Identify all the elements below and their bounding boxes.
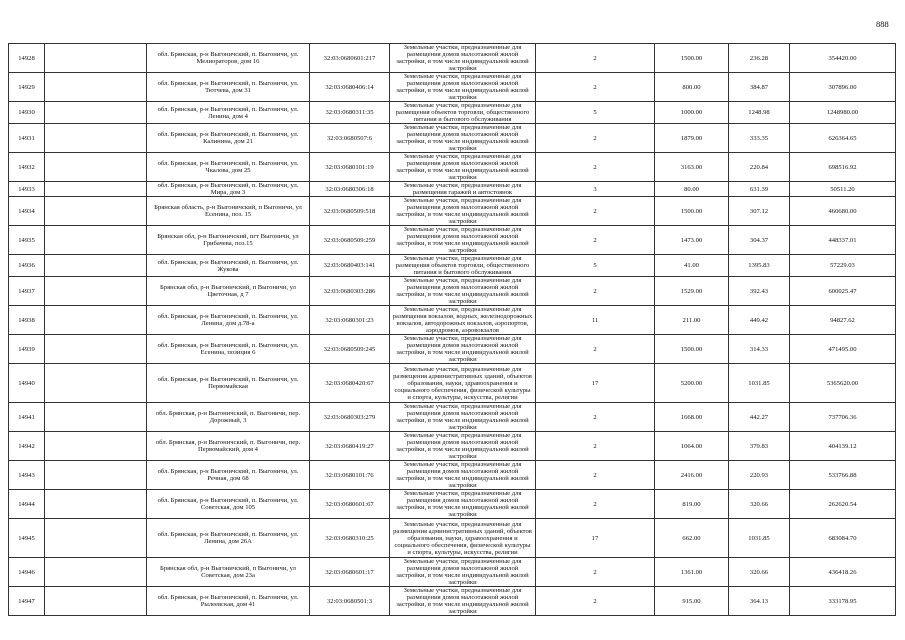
cadastral-value-table	[8, 43, 896, 616]
blank-cell	[45, 519, 147, 558]
blank-cell	[45, 255, 147, 277]
row-number: 14943	[9, 461, 45, 490]
row-number: 14938	[9, 306, 45, 335]
address-cell: обл. Брянская, р-н Выгоничский, п. Выгоничи, ул. Советская, дом 105	[147, 490, 310, 519]
specific-value-cell: 314.33	[729, 335, 790, 364]
row-number: 14942	[9, 432, 45, 461]
blank-cell	[45, 153, 147, 182]
cadastral-number-cell: 32:03:0680419:27	[310, 432, 390, 461]
group-cell: 2	[536, 277, 655, 306]
land-use-cell: Земельные участки, предназначенные для размещения объектов торговли, общественного питания и бытового обслуживания	[390, 255, 536, 277]
row-number: 14945	[9, 519, 45, 558]
area-cell: 800.00	[655, 73, 729, 102]
address-cell: обл. Брянская, р-н Выгоничский, п. Выгоничи, пер. Дорожный, 3	[147, 403, 310, 432]
row-number: 14936	[9, 255, 45, 277]
blank-cell	[45, 461, 147, 490]
blank-cell	[45, 124, 147, 153]
table-row	[9, 102, 896, 124]
row-number: 14933	[9, 182, 45, 197]
specific-value-cell: 449.42	[729, 306, 790, 335]
cadastral-number-cell: 32:03:0680601:217	[310, 44, 390, 73]
specific-value-cell: 442.27	[729, 403, 790, 432]
land-use-cell: Земельные участки, предназначенные для размещения домов малоэтажной жилой застройки, в том числе индивидуальной жилой застройки	[390, 124, 536, 153]
group-cell: 2	[536, 432, 655, 461]
address-cell: обл. Брянская, р-н Выгоничский, п. Выгоничи, пер. Первомайский, дом 4	[147, 432, 310, 461]
table-row	[9, 226, 896, 255]
land-use-cell: Земельные участки, предназначенные для размещения домов малоэтажной жилой застройки, в том числе индивидуальной жилой застройки	[390, 197, 536, 226]
specific-value-cell: 307.12	[729, 197, 790, 226]
area-cell: 41.00	[655, 255, 729, 277]
cadastral-cost-cell: 333178.95	[790, 587, 896, 616]
row-number: 14934	[9, 197, 45, 226]
cadastral-cost-cell: 307896.00	[790, 73, 896, 102]
land-use-cell: Земельные участки, предназначенные для размещения административных зданий, объектов образования, науки, здравоохранения и социального обеспечения, физической культуры и спорта, культуры, искусства, религии	[390, 519, 536, 558]
area-cell: 1500.00	[655, 335, 729, 364]
cadastral-number-cell: 32:03:0680420:67	[310, 364, 390, 403]
table-row	[9, 306, 896, 335]
land-use-cell: Земельные участки, предназначенные для размещения объектов торговли, общественного питания и бытового обслуживания	[390, 102, 536, 124]
specific-value-cell: 631.39	[729, 182, 790, 197]
table-row	[9, 277, 896, 306]
area-cell: 819.00	[655, 490, 729, 519]
specific-value-cell: 320.66	[729, 558, 790, 587]
address-cell: обл. Брянская, р-н Выгоничский, п. Выгоничи, ул. Чкалова, дом 25	[147, 153, 310, 182]
table-row	[9, 153, 896, 182]
row-number: 14939	[9, 335, 45, 364]
cadastral-cost-cell: 354420.00	[790, 44, 896, 73]
table-row	[9, 432, 896, 461]
area-cell: 1500.00	[655, 44, 729, 73]
specific-value-cell: 1395.83	[729, 255, 790, 277]
address-cell: обл. Брянская, р-н Выгоничский, п. Выгоничи, ул. Калинина, дом 21	[147, 124, 310, 153]
land-use-cell: Земельные участки, предназначенные для размещения домов малоэтажной жилой застройки, в том числе индивидуальной жилой застройки	[390, 153, 536, 182]
cadastral-cost-cell: 600025.47	[790, 277, 896, 306]
address-cell: обл. Брянская, р-н Выгоничский, п. Выгоничи, ул. Первомайская	[147, 364, 310, 403]
land-use-cell: Земельные участки, предназначенные для размещения домов малоэтажной жилой застройки, в том числе индивидуальной жилой застройки	[390, 73, 536, 102]
group-cell: 2	[536, 197, 655, 226]
land-use-cell: Земельные участки, предназначенные для размещения домов малоэтажной жилой застройки, в том числе индивидуальной жилой застройки	[390, 403, 536, 432]
cadastral-number-cell: 32:03:0680406:14	[310, 73, 390, 102]
cadastral-number-cell: 32:03:0680310:25	[310, 519, 390, 558]
area-cell: 1361.00	[655, 558, 729, 587]
specific-value-cell: 220.93	[729, 461, 790, 490]
specific-value-cell: 379.83	[729, 432, 790, 461]
cadastral-cost-cell: 57229.03	[790, 255, 896, 277]
cadastral-cost-cell: 626364.65	[790, 124, 896, 153]
address-cell: обл. Брянская, р-н Выгоничский, п. Выгоничи, ул. Речная, дом 68	[147, 461, 310, 490]
row-number: 14940	[9, 364, 45, 403]
cadastral-cost-cell: 94827.62	[790, 306, 896, 335]
land-use-cell: Земельные участки, предназначенные для размещения административных зданий, объектов образования, науки, здравоохранения и социального обеспечения, физической культуры и спорта, культуры, искусства, религии	[390, 364, 536, 403]
address-cell: Брянская область, р-н Выгоничский, п Выгоничи, ул Есенина, поз. 15	[147, 197, 310, 226]
area-cell: 80.00	[655, 182, 729, 197]
cadastral-cost-cell: 5365620.00	[790, 364, 896, 403]
cadastral-number-cell: 32:03:0680601:67	[310, 490, 390, 519]
cadastral-cost-cell: 471495.00	[790, 335, 896, 364]
blank-cell	[45, 182, 147, 197]
page-number: 888	[876, 19, 889, 29]
area-cell: 1473.00	[655, 226, 729, 255]
row-number: 14947	[9, 587, 45, 616]
group-cell: 2	[536, 44, 655, 73]
cadastral-cost-cell: 460680.00	[790, 197, 896, 226]
table-row	[9, 335, 896, 364]
area-cell: 5200.00	[655, 364, 729, 403]
land-use-cell: Земельные участки, предназначенные для размещения домов малоэтажной жилой застройки, в том числе индивидуальной жилой застройки	[390, 335, 536, 364]
group-cell: 2	[536, 226, 655, 255]
land-use-cell: Земельные участки, предназначенные для размещения домов малоэтажной жилой застройки, в том числе индивидуальной жилой застройки	[390, 461, 536, 490]
land-use-cell: Земельные участки, предназначенные для размещения домов малоэтажной жилой застройки, в том числе индивидуальной жилой застройки	[390, 558, 536, 587]
blank-cell	[45, 277, 147, 306]
group-cell: 2	[536, 490, 655, 519]
blank-cell	[45, 102, 147, 124]
area-cell: 3163.00	[655, 153, 729, 182]
area-cell: 915.00	[655, 587, 729, 616]
table-row	[9, 255, 896, 277]
address-cell: обл. Брянская, р-н Выгоничский, п. Выгоничи, ул. Ленина, дом 4	[147, 102, 310, 124]
address-cell: обл. Брянская, р-н Выгоничский, п. Выгоничи, ул. Мелиораторов, дом 16	[147, 44, 310, 73]
land-use-cell: Земельные участки, предназначенные для размещения вокзалов, водных, железнодорожных вокзалов, автодорожных вокзалов, аэропортов, аэродромов, аэровокзалов	[390, 306, 536, 335]
address-cell: Брянская обл, р-н Выгоничский, пгт Выгоничи, ул Грибачева, поз.15	[147, 226, 310, 255]
group-cell: 11	[536, 306, 655, 335]
group-cell: 2	[536, 335, 655, 364]
cadastral-cost-cell: 436418.26	[790, 558, 896, 587]
table-row	[9, 519, 896, 558]
row-number: 14935	[9, 226, 45, 255]
cadastral-cost-cell: 262620.54	[790, 490, 896, 519]
cadastral-cost-cell: 737706.36	[790, 403, 896, 432]
cadastral-number-cell: 32:03:0680301:23	[310, 306, 390, 335]
table-row	[9, 364, 896, 403]
specific-value-cell: 1248.98	[729, 102, 790, 124]
address-cell: обл. Брянская, р-н Выгоничский, п. Выгоничи, ул. Мира, дом 3	[147, 182, 310, 197]
blank-cell	[45, 587, 147, 616]
group-cell: 2	[536, 558, 655, 587]
table-row	[9, 73, 896, 102]
row-number: 14930	[9, 102, 45, 124]
address-cell: обл. Брянская, р-н Выгоничский, п. Выгоничи, ул. Есенина, позиция 6	[147, 335, 310, 364]
address-cell: Брянская обл, р-н Выгоничский, п Выгоничи, ул Советская, дом 23а	[147, 558, 310, 587]
table-row	[9, 461, 896, 490]
row-number: 14944	[9, 490, 45, 519]
address-cell: обл. Брянская, р-н Выгоничский, п. Выгоничи, ул. Ленина, дом д.78-а	[147, 306, 310, 335]
table-row	[9, 182, 896, 197]
cadastral-number-cell: 32:03:0680303:279	[310, 403, 390, 432]
table-row	[9, 403, 896, 432]
table-row	[9, 197, 896, 226]
land-use-cell: Земельные участки, предназначенные для размещения домов малоэтажной жилой застройки, в том числе индивидуальной жилой застройки	[390, 490, 536, 519]
cadastral-cost-cell: 533766.88	[790, 461, 896, 490]
group-cell: 5	[536, 255, 655, 277]
group-cell: 17	[536, 364, 655, 403]
blank-cell	[45, 226, 147, 255]
group-cell: 2	[536, 403, 655, 432]
specific-value-cell: 236.28	[729, 44, 790, 73]
row-number: 14932	[9, 153, 45, 182]
cadastral-number-cell: 32:03:0680101:19	[310, 153, 390, 182]
table-row	[9, 124, 896, 153]
specific-value-cell: 304.37	[729, 226, 790, 255]
specific-value-cell: 320.66	[729, 490, 790, 519]
cadastral-number-cell: 32:03:0680601:17	[310, 558, 390, 587]
area-cell: 1000.00	[655, 102, 729, 124]
specific-value-cell: 220.84	[729, 153, 790, 182]
area-cell: 1879.00	[655, 124, 729, 153]
row-number: 14929	[9, 73, 45, 102]
area-cell: 1064.00	[655, 432, 729, 461]
cadastral-cost-cell: 448337.01	[790, 226, 896, 255]
group-cell: 2	[536, 153, 655, 182]
group-cell: 2	[536, 587, 655, 616]
specific-value-cell: 392.43	[729, 277, 790, 306]
cadastral-number-cell: 32:03:0680306:18	[310, 182, 390, 197]
table-row	[9, 558, 896, 587]
land-use-cell: Земельные участки, предназначенные для размещения домов малоэтажной жилой застройки, в том числе индивидуальной жилой застройки	[390, 432, 536, 461]
blank-cell	[45, 558, 147, 587]
address-cell: обл. Брянская, р-н Выгоничский, п. Выгоничи, ул. Жукова	[147, 255, 310, 277]
address-cell: обл. Брянская, р-н Выгоничский, п. Выгоничи, ул. Тютчева, дом 31	[147, 73, 310, 102]
land-use-cell: Земельные участки, предназначенные для размещения домов малоэтажной жилой застройки, в том числе индивидуальной жилой застройки	[390, 277, 536, 306]
cadastral-number-cell: 32:03:0680509:518	[310, 197, 390, 226]
blank-cell	[45, 335, 147, 364]
blank-cell	[45, 432, 147, 461]
cadastral-number-cell: 32:03:0680501:3	[310, 587, 390, 616]
group-cell: 17	[536, 519, 655, 558]
blank-cell	[45, 364, 147, 403]
area-cell: 1529.00	[655, 277, 729, 306]
blank-cell	[45, 490, 147, 519]
cadastral-number-cell: 32:03:0680303:286	[310, 277, 390, 306]
cadastral-cost-cell: 50511.20	[790, 182, 896, 197]
area-cell: 662.00	[655, 519, 729, 558]
cadastral-cost-cell: 683084.70	[790, 519, 896, 558]
land-use-cell: Земельные участки, предназначенные для размещения гаражей и автостоянок	[390, 182, 536, 197]
cadastral-cost-cell: 404139.12	[790, 432, 896, 461]
row-number: 14928	[9, 44, 45, 73]
table-row	[9, 587, 896, 616]
cadastral-number-cell: 32:03:0680101:76	[310, 461, 390, 490]
area-cell: 2416.00	[655, 461, 729, 490]
table-row	[9, 44, 896, 73]
land-use-cell: Земельные участки, предназначенные для размещения домов малоэтажной жилой застройки, в том числе индивидуальной жилой застройки	[390, 44, 536, 73]
table-row	[9, 490, 896, 519]
specific-value-cell: 384.87	[729, 73, 790, 102]
group-cell: 2	[536, 73, 655, 102]
cadastral-number-cell: 32:03:0680403:141	[310, 255, 390, 277]
specific-value-cell: 1031.85	[729, 364, 790, 403]
area-cell: 211.00	[655, 306, 729, 335]
area-cell: 1668.00	[655, 403, 729, 432]
group-cell: 3	[536, 182, 655, 197]
blank-cell	[45, 44, 147, 73]
specific-value-cell: 333.35	[729, 124, 790, 153]
cadastral-number-cell: 32:03:0680509:259	[310, 226, 390, 255]
blank-cell	[45, 197, 147, 226]
specific-value-cell: 364.13	[729, 587, 790, 616]
cadastral-number-cell: 32:03:0680311:35	[310, 102, 390, 124]
blank-cell	[45, 403, 147, 432]
cadastral-number-cell: 32:03:0680509:245	[310, 335, 390, 364]
cadastral-number-cell: 32:03:0680507:6	[310, 124, 390, 153]
address-cell: обл. Брянская, р-н Выгоничский, п. Выгоничи, ул. Ленина, дом 26А	[147, 519, 310, 558]
cadastral-cost-cell: 1248980.00	[790, 102, 896, 124]
specific-value-cell: 1031.85	[729, 519, 790, 558]
group-cell: 5	[536, 102, 655, 124]
group-cell: 2	[536, 124, 655, 153]
address-cell: обл. Брянская, р-н Выгоничский, п. Выгоничи, ул. Рылеевская, дом 41	[147, 587, 310, 616]
blank-cell	[45, 73, 147, 102]
land-use-cell: Земельные участки, предназначенные для размещения домов малоэтажной жилой застройки, в том числе индивидуальной жилой застройки	[390, 587, 536, 616]
land-use-cell: Земельные участки, предназначенные для размещения домов малоэтажной жилой застройки, в том числе индивидуальной жилой застройки	[390, 226, 536, 255]
cadastral-cost-cell: 698516.92	[790, 153, 896, 182]
area-cell: 1500.00	[655, 197, 729, 226]
group-cell: 2	[536, 461, 655, 490]
row-number: 14941	[9, 403, 45, 432]
row-number: 14931	[9, 124, 45, 153]
row-number: 14946	[9, 558, 45, 587]
row-number: 14937	[9, 277, 45, 306]
address-cell: Брянская обл, р-н Выгоничский, п Выгоничи, ул Цветочная, д 7	[147, 277, 310, 306]
blank-cell	[45, 306, 147, 335]
